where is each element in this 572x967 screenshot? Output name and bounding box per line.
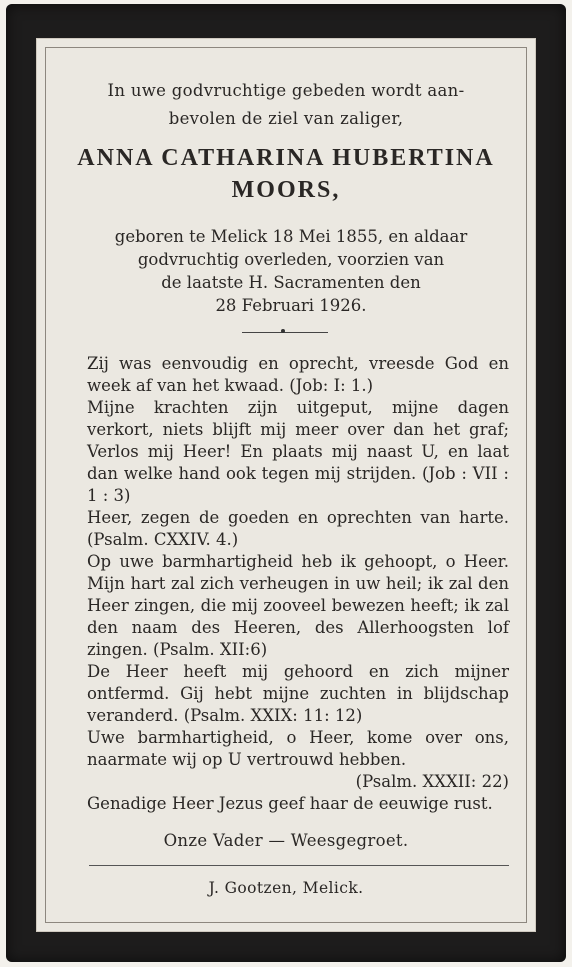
verse-paragraph: Heer, zegen de goeden en oprechten van harte. (Psalm. CXXIV. 4.) [87,508,509,549]
closing-prayers: Onze Vader — Weesgegroet. [163,831,409,850]
card-panel [36,38,536,932]
intro-line-1: In uwe godvruchtige gebeden wordt aan- [107,81,465,100]
verse-paragraph: De Heer heeft mij gehoord en zich mijner ontfermd. Gij hebt mijne zuchten in blijdschap veranderd. (Psalm. XXIX: 11: 12) [87,662,509,725]
birth-line-1: geboren te Melick 18 Mei 1855, en aldaar [114,227,468,246]
birth-line-3: de laatste H. Sacramenten den [161,273,421,292]
divider-ornament [281,329,285,333]
verse-paragraph: Op uwe barmhartigheid heb ik gehoopt, o Heer. Mijn hart zal zich verheugen in uw heil; ik zal den Heer zingen, die mij zooveel bewezen heeft; ik zal den naam des Heeren, des Allerhoogsten lof zingen. (Psalm. XII:6) [87,552,509,659]
bottom-divider [89,865,509,866]
verse-reference: (Psalm. XXXII: 22) [355,772,509,791]
verse-paragraph: Genadige Heer Jezus geef haar de eeuwige rust. [87,794,493,813]
intro-line-2: bevolen de ziel van zaliger, [168,109,404,128]
section-divider [242,332,328,333]
printer-credit: J. Gootzen, Melick. [208,879,364,897]
verses-block [87,353,509,815]
verse-paragraph: Mijne krachten zijn uitgeput, mijne dagen verkort, niets blijft mij meer over dan het graf; Verlos mij Heer! En plaats mij naast U, en laat dan welke hand ook tegen mij strijden. (Job : VII : 1 : 3) [87,398,509,505]
birth-line-2: godvruchtig overleden, voorzien van [137,250,445,269]
deceased-surname: MOORS, [231,177,341,203]
mourning-card [6,4,566,962]
deceased-name: ANNA CATHARINA HUBERTINA [77,145,495,171]
birth-line-4: 28 Februari 1926. [215,296,367,315]
verse-paragraph: Zij was eenvoudig en oprecht, vreesde God en week af van het kwaad. (Job: I: 1.) [87,354,509,395]
verse-paragraph: Uwe barmhartigheid, o Heer, kome over ons, naarmate wij op U vertrouwd hebben. [87,728,509,769]
